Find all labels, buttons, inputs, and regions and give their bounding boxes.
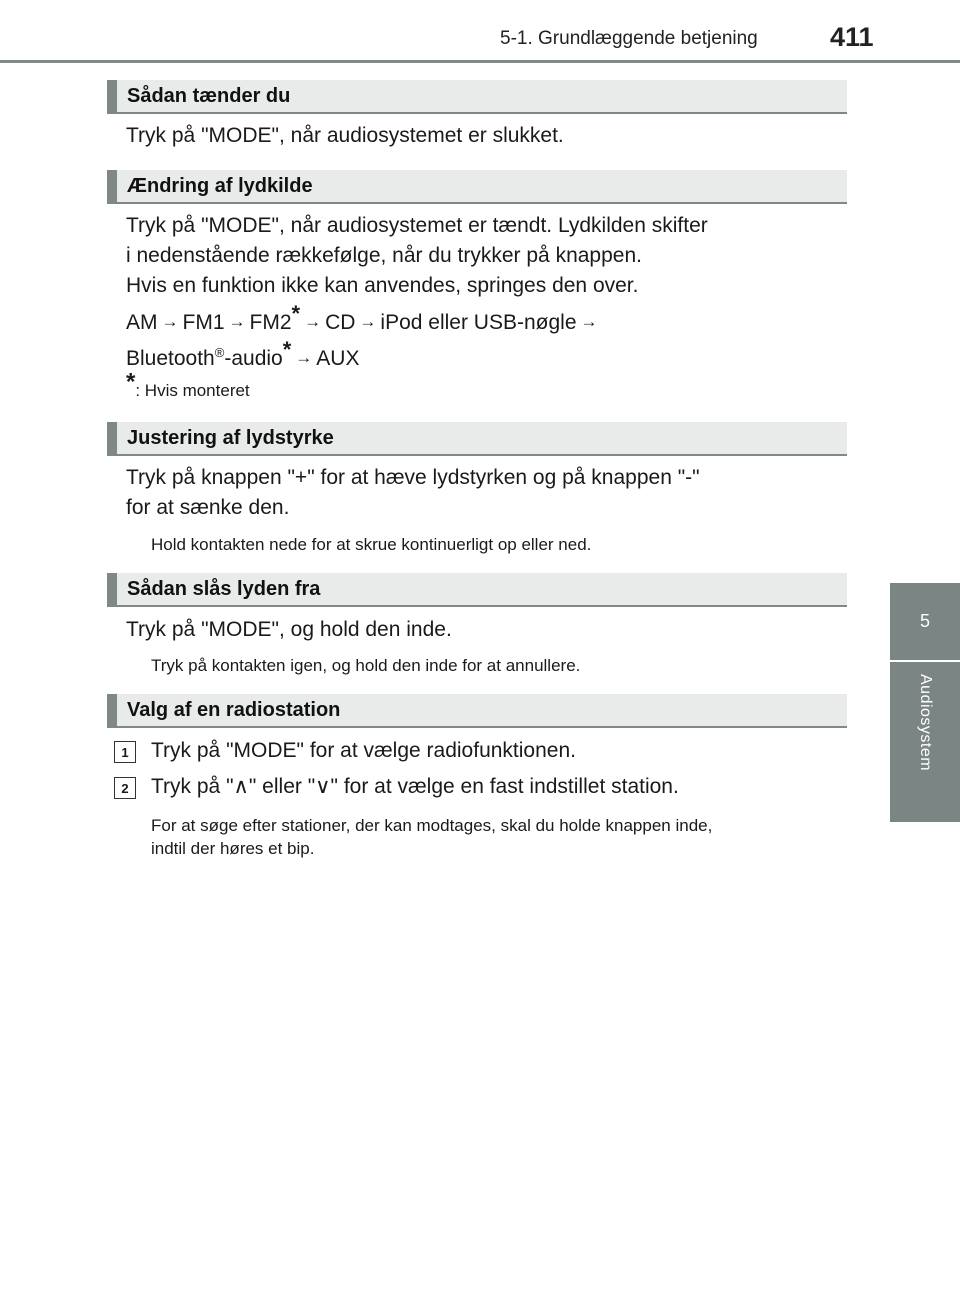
asterisk-marker: *: [126, 368, 136, 396]
note: For at søge efter stationer, der kan modtages, skal du holde knappen inde,: [151, 816, 713, 835]
paragraph: Hvis en funktion ikke kan anvendes, springes den over.: [126, 274, 639, 297]
arrow-right-icon: →: [228, 312, 246, 331]
paragraph: Tryk på knappen "+" for at hæve lydstyrken og på knappen "-": [126, 466, 700, 489]
source-fm1: FM1: [182, 311, 225, 334]
asterisk-marker: *: [282, 337, 292, 362]
section-title: Ændring af lydkilde: [127, 175, 313, 197]
footnote-text: : Hvis monteret: [135, 381, 250, 400]
page-number: 411: [830, 22, 874, 52]
step-number-2: 2: [114, 777, 136, 799]
source-sequence-line-1: [126, 301, 602, 339]
registered-mark: ®: [214, 345, 225, 360]
section-title: Sådan slås lyden fra: [127, 578, 321, 600]
note: Hold kontakten nede for at skrue kontinuerligt op eller ned.: [151, 535, 592, 554]
chapter-tab-number: [890, 583, 960, 660]
section-header-radio-station: [107, 694, 847, 728]
section-header-mute: [107, 573, 847, 607]
paragraph: Tryk på "MODE", når audiosystemet er tændt. Lydkilden skifter: [126, 214, 708, 237]
paragraph: for at sænke den.: [126, 496, 290, 519]
paragraph: i nedenstående rækkefølge, når du trykker på knappen.: [126, 244, 642, 267]
arrow-right-icon: →: [295, 348, 313, 367]
note: Tryk på kontakten igen, og hold den inde for at annullere.: [151, 656, 581, 675]
section-title: Sådan tænder du: [127, 85, 291, 107]
section-header-change-source: [107, 170, 847, 204]
source-audio-suffix: -audio: [224, 347, 283, 370]
paragraph: Tryk på "MODE", og hold den inde.: [126, 618, 452, 641]
arrow-right-icon: →: [580, 312, 598, 331]
footnote: [126, 368, 250, 406]
chapter-tab-name: [890, 662, 960, 822]
source-fm2: FM2: [249, 311, 292, 334]
source-sequence-line-2: [126, 338, 359, 375]
note: indtil der høres et bip.: [151, 839, 315, 858]
section-title: Valg af en radiostation: [127, 699, 341, 721]
arrow-right-icon: →: [359, 312, 377, 331]
chapter-number: 5: [919, 611, 930, 631]
step-number-1: 1: [114, 741, 136, 763]
arrow-right-icon: →: [161, 312, 179, 331]
paragraph: Tryk på "MODE", når audiosystemet er slukket.: [126, 124, 564, 147]
source-bluetooth: Bluetooth: [126, 347, 215, 370]
arrow-right-icon: →: [304, 312, 322, 331]
section-title: Justering af lydstyrke: [127, 427, 334, 449]
source-cd: CD: [325, 311, 356, 334]
source-am: AM: [126, 311, 158, 334]
asterisk-marker: *: [291, 301, 301, 326]
step-2-text: Tryk på "∧" eller "∨" for at vælge en fast indstillet station.: [151, 775, 679, 798]
source-ipod-usb: iPod eller USB-nøgle: [380, 311, 577, 334]
running-header-section: 5-1. Grundlæggende betjening: [500, 28, 758, 49]
source-aux: AUX: [316, 347, 360, 370]
section-header-power-on: [107, 80, 847, 114]
header-rule: [0, 60, 960, 63]
section-header-volume: [107, 422, 847, 456]
step-1-text: Tryk på "MODE" for at vælge radiofunktionen.: [151, 739, 576, 762]
chapter-name: Audiosystem: [917, 674, 934, 772]
